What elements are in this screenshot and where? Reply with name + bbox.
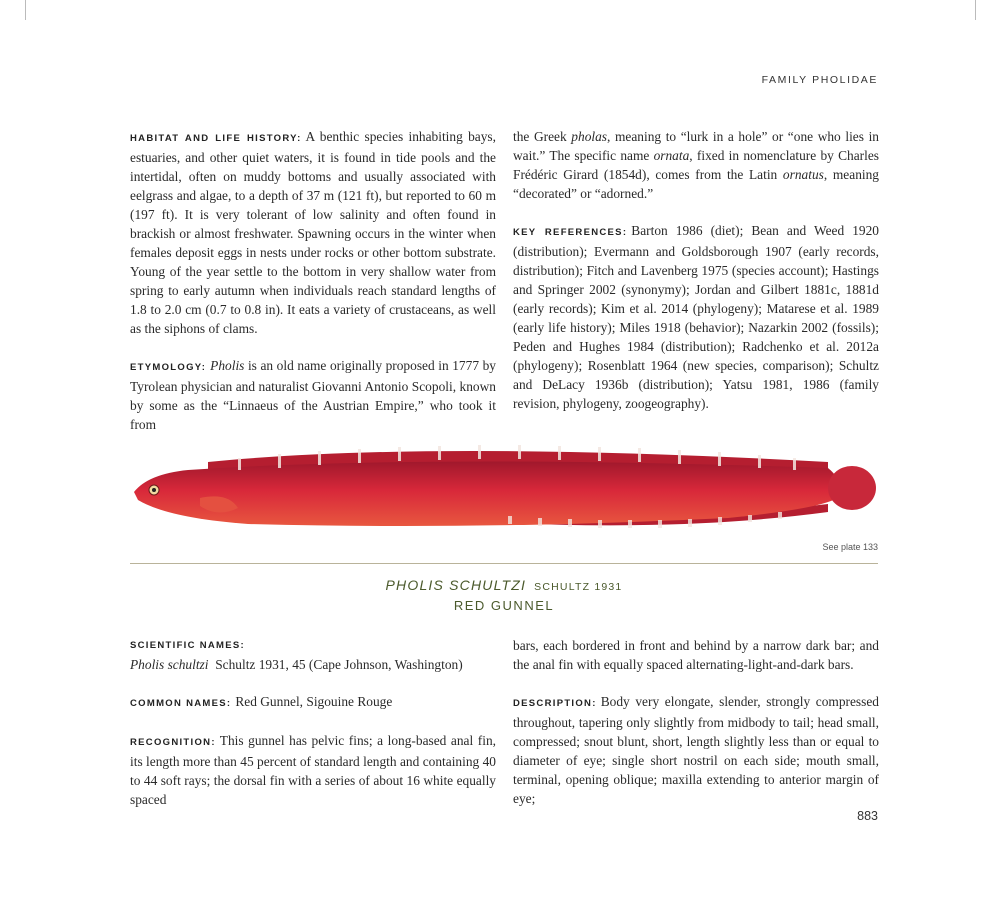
section-label: RECOGNITION:: [130, 737, 216, 748]
paragraph-text: Barton 1986 (diet); Bean and Weed 1920 (distribution); Evermann and Goldsborough 1907 (early records, distribution); Fitch and Lavenberg 1975 (species account); Hastings and Springer 2002 (synonymy); Jordan and Gilbert 1881c, 1881d (early records); Kim et al. 2014 (phylogeny); Matarese et al. 1989 (early life history); Miles 1918 (behavior); Nazarkin 2002 (fossils); Peden and Hughes 1984 (distribution); Radchenko et al. 2012a (phylogeny); Rosenblatt 1964 (new species, comparison); Schultz and DeLacy 1936b (distribution); Yatsu 1981, 1986 (family revision, phylogeny, zoogeography).: [513, 223, 880, 411]
paragraph-text: Red Gunnel, Sigouine Rouge: [235, 694, 393, 709]
scientific-name-heading: PHOLIS SCHULTZI: [385, 577, 527, 593]
scientific-names-paragraph: [130, 636, 496, 674]
section-label: HABITAT AND LIFE HISTORY:: [130, 133, 302, 144]
recognition-continued: [513, 636, 879, 674]
fish-body: [134, 461, 841, 526]
left-column-bottom: [130, 636, 496, 827]
right-column-top: [513, 127, 879, 431]
section-label: SCIENTIFIC NAMES:: [130, 640, 245, 651]
caudal-fin: [828, 466, 876, 510]
paragraph-text: , fixed in nomenclature by Charles Frédéric Girard (1854d), comes from the Latin: [513, 148, 879, 182]
italic-term: ornata: [653, 148, 690, 163]
etymology-continued: [513, 127, 879, 203]
italic-term: Pholis schultzi: [130, 657, 209, 672]
right-column-bottom: [513, 636, 879, 826]
section-label: DESCRIPTION:: [513, 698, 597, 709]
paragraph-text: A benthic species inhabiting bays, estuaries, and other quiet waters, it is found in tide pools and the intertidal, often on muddy bottoms and usually associated with eelgrass and algae, to a depth of 37 m (121 ft), but reported to 60 m (197 ft). It is very tolerant of low salinity and often found in brackish or almost freshwater. Spawning occurs in the winter when females deposit eggs in nests under rocks or other bottom substrate. Young of the year settle to the bottom in very shallow water from spring to early autumn when individuals reach standard lengths of 1.8 to 2.0 cm (0.7 to 0.8 in). It eats a variety of crustaceans, as well as the siphons of clams.: [130, 129, 496, 336]
paragraph-text: Body very elongate, slender, strongly compressed throughout, tapering only slightly from midbody to tail; head small, compressed; snout blunt, short, length slightly less than or equal to diameter of eye; single short nostril on each side; mouth small, terminal, opening oblique; maxilla extending to anterior margin of eye;: [513, 694, 879, 806]
italic-term: pholas: [571, 129, 608, 144]
common-names-paragraph: [130, 692, 496, 713]
left-column-top: [130, 127, 496, 452]
paragraph-text: , meaning “decorated” or “adorned.”: [513, 167, 879, 201]
species-heading: [0, 577, 1000, 595]
plate-reference: See plate 133: [822, 542, 878, 552]
paragraph-text: This gunnel has pelvic fins; a long-based anal fin, its length more than 45 percent of standard length and containing 40 to 44 soft rays; the dorsal fin with a series of about 16 white equally spaced: [130, 733, 496, 807]
italic-term: Pholis: [210, 358, 245, 373]
species-author: SCHULTZ 1931: [534, 581, 623, 593]
description-paragraph: [513, 692, 879, 808]
crop-mark: [975, 0, 976, 20]
key-references-paragraph: [513, 221, 879, 413]
page-number: 883: [857, 809, 878, 823]
divider-rule: [130, 563, 878, 564]
crop-mark: [25, 0, 26, 20]
habitat-paragraph: [130, 127, 496, 338]
paragraph-text: the Greek: [513, 129, 572, 144]
paragraph-text: is an old name originally proposed in 1777 by Tyrolean physician and naturalist Giovanni Antonio Scopoli, known by some as the “Linnaeus of the Austrian Empire,” who took it from: [130, 358, 496, 432]
red-gunnel-illustration: [128, 432, 880, 544]
paragraph-text: Schultz 1931, 45 (Cape Johnson, Washington): [215, 657, 463, 672]
etymology-paragraph: [130, 356, 496, 434]
italic-term: ornatus: [782, 167, 824, 182]
paragraph-text: bars, each bordered in front and behind by a narrow dark bar; and the anal fin with equally spaced alternating-light-and-dark bars.: [513, 638, 879, 672]
running-head: FAMILY PHOLIDAE: [761, 74, 878, 86]
section-label: ETYMOLOGY:: [130, 362, 207, 373]
paragraph-text: , meaning to “lurk in a hole” or “one who lies in wait.” The specific name: [513, 129, 879, 163]
section-label: COMMON NAMES:: [130, 698, 232, 709]
common-name-heading: RED GUNNEL: [453, 598, 555, 613]
recognition-paragraph: [130, 731, 496, 809]
section-label: KEY REFERENCES:: [513, 227, 628, 238]
